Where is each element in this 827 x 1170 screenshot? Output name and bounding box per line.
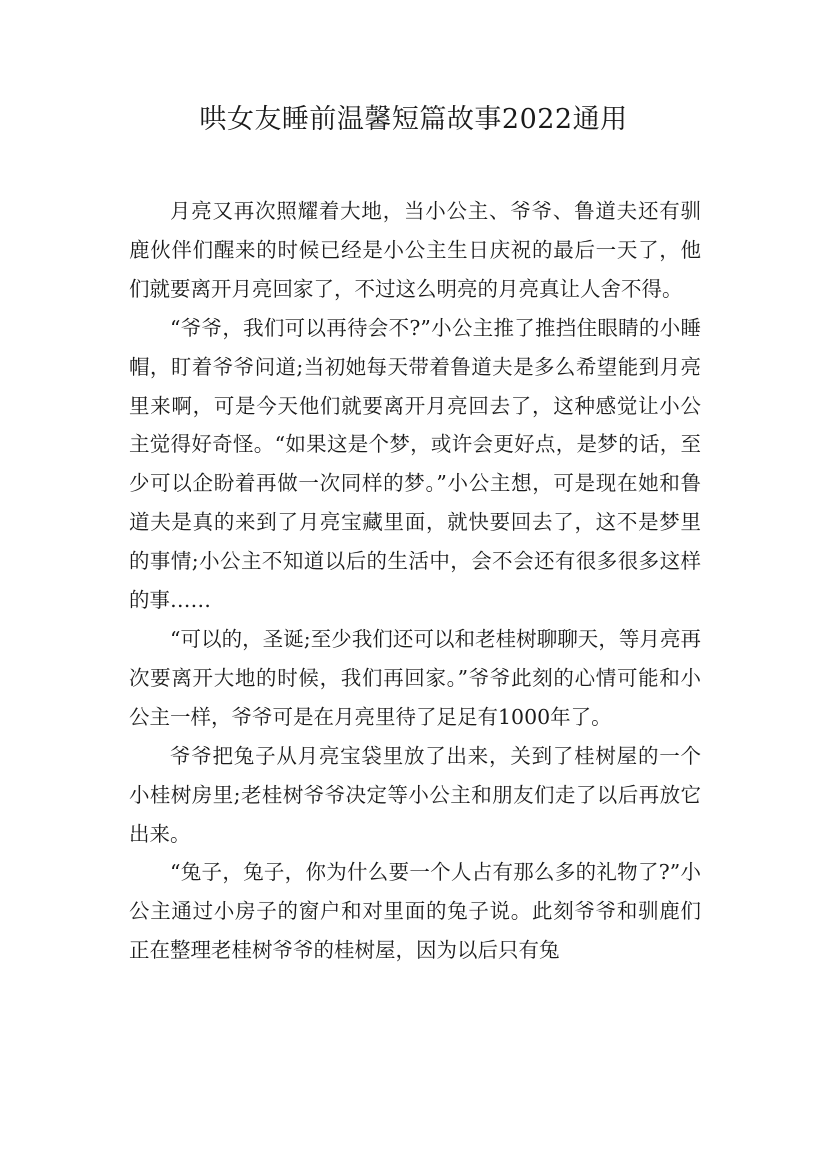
- paragraph: “爷爷，我们可以再待会不?”小公主推了推挡住眼睛的小睡帽，盯着爷爷问道;当初她每天带着鲁道夫是多么希望能到月亮里来啊，可是今天他们就要离开月亮回去了，这种感觉让小公主觉得好奇怪。“如果这是个梦，或许会更好点，是梦的话，至少可以企盼着再做一次同样的梦。”小公主想，可是现在她和鲁道夫是真的来到了月亮宝藏里面，就快要回去了，这不是梦里的事情;小公主不知道以后的生活中，会不会还有很多很多这样的事……: [129, 315, 701, 613]
- paragraph: 月亮又再次照耀着大地，当小公主、爷爷、鲁道夫还有驯鹿伙伴们醒来的时候已经是小公主生日庆祝的最后一天了，他们就要离开月亮回家了，不过这么明亮的月亮真让人舍不得。: [129, 199, 701, 301]
- paragraph: “兔子，兔子，你为什么要一个人占有那么多的礼物了?”小公主通过小房子的窗户和对里面的兔子说。此刻爷爷和驯鹿们正在整理老桂树爷爷的桂树屋，因为以后只有兔: [129, 860, 701, 963]
- document-body: [129, 192, 701, 970]
- paragraph: “可以的，圣诞;至少我们还可以和老桂树聊聊天，等月亮再次要离开大地的时候，我们再回家。”爷爷此刻的心情可能和小公主一样，爷爷可是在月亮里待了足足有1000年了。: [129, 626, 701, 729]
- document-title: 哄女友睡前温馨短篇故事2022通用: [199, 104, 628, 135]
- paragraph: 爷爷把兔子从月亮宝袋里放了出来，关到了桂树屋的一个小桂树房里;老桂树爷爷决定等小公主和朋友们走了以后再放它出来。: [129, 743, 701, 846]
